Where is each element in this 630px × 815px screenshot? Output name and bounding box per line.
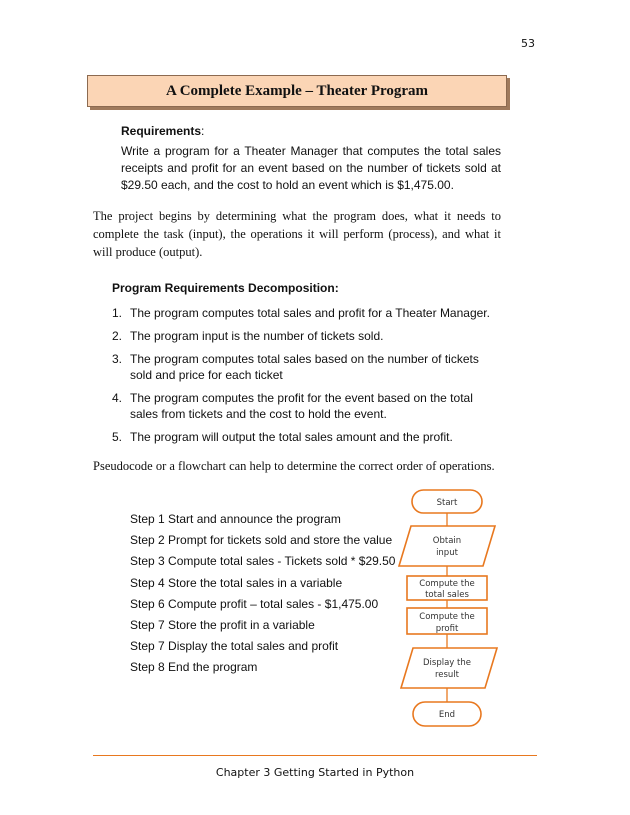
item-text: The program computes total sales and profit for a Theater Manager. [130, 306, 490, 320]
step-item: Step 7 Display the total sales and profit [130, 639, 339, 654]
step-item: Step 4 Store the total sales in a variable [130, 575, 343, 590]
item-text: The program will output the total sales amount and the profit. [130, 430, 453, 444]
intro-paragraph: The project begins by determining what the program does, what it needs to complete the task (input), the operations it will perform (process), and what it will produce (output). [93, 209, 501, 259]
requirements-text: Write a program for a Theater Manager that computes the total sales receipts and profit for an event based on the number of tickets sold at $29.50 each, and the cost to hold an event which is $1,475.00. [121, 144, 501, 192]
flow-process2-label-1: Compute the [419, 612, 475, 622]
decomposition-item [112, 328, 502, 344]
step-item: Step 1 Start and announce the program [130, 512, 341, 526]
pseudocode-intro: Pseudocode or a flowchart can help to determine the correct order of operations. [93, 459, 495, 473]
flow-process1-label-1: Compute the [419, 579, 475, 589]
page-footer: Chapter 3 Getting Started in Python [215, 766, 415, 779]
flow-input-parallelogram [399, 526, 495, 566]
flow-output-parallelogram [401, 648, 497, 688]
flow-start-label: Start [436, 498, 458, 508]
item-number: 1. [112, 306, 123, 320]
item-number: 2. [112, 329, 123, 343]
flow-input-label-1: Obtain [432, 536, 462, 546]
item-text: The program computes the profit for the event based on the total sales from tickets and the cost to hold the event. [130, 391, 473, 421]
step-item: Step 6 Compute profit – total sales - $1,475.00 [130, 596, 379, 611]
flow-input-label-2: input [436, 548, 458, 558]
requirements-heading [121, 124, 204, 138]
decomposition-item [112, 305, 502, 321]
decomposition-list [112, 305, 502, 452]
requirements-colon: : [201, 124, 205, 138]
step-item: Step 7 Store the profit in a variable [130, 617, 315, 632]
flow-process2-label-2: profit [435, 624, 459, 634]
footer-divider [93, 755, 537, 756]
flow-process1-label-2: total sales [425, 590, 469, 600]
flowchart [395, 486, 505, 732]
item-number: 5. [112, 430, 123, 444]
step-item: Step 2 Prompt for tickets sold and store the value [130, 533, 393, 548]
decomposition-title: Program Requirements Decomposition: [112, 281, 339, 295]
section-title: A Complete Example – Theater Program [165, 83, 429, 99]
flow-output-label-2: result [434, 670, 460, 680]
decomposition-item [112, 429, 502, 445]
flow-output-label-1: Display the [423, 658, 471, 668]
page-number: 53 [521, 37, 535, 50]
step-item: Step 3 Compute total sales - Tickets sold * $29.50 [130, 554, 396, 569]
decomposition-item [112, 390, 502, 422]
requirements-label: Requirements [121, 124, 202, 138]
section-title-box [87, 75, 507, 107]
step-item: Step 8 End the program [130, 660, 258, 675]
pseudocode-steps [130, 512, 395, 682]
decomposition-item [112, 351, 502, 383]
item-number: 3. [112, 352, 123, 366]
flow-end-label: End [438, 710, 456, 720]
item-text: The program input is the number of tickets sold. [130, 329, 384, 343]
item-text: The program computes total sales based on the number of tickets sold and price for each ticket [130, 352, 479, 382]
item-number: 4. [112, 391, 123, 405]
